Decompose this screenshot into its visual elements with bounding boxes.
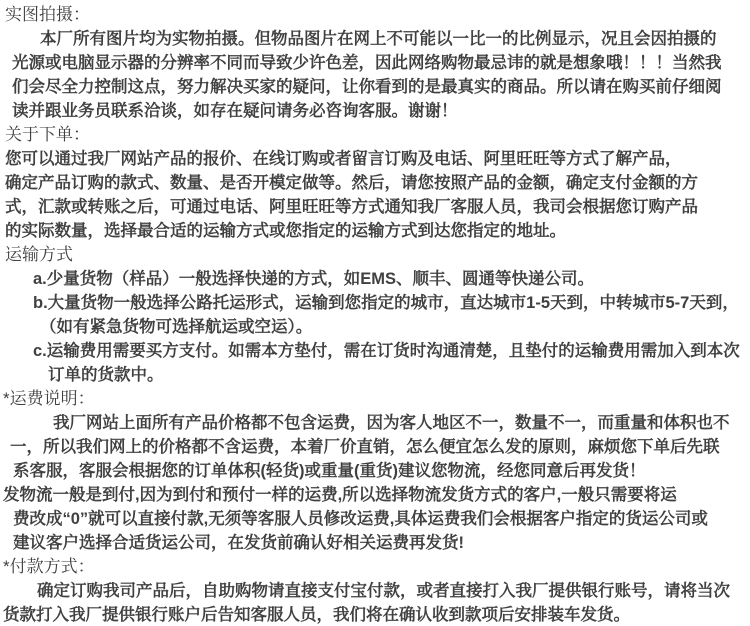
- heading-ordering: 关于下单：: [5, 125, 90, 144]
- heading-real-photos: 实图拍摄：: [5, 5, 90, 24]
- text-line: 订单的货款中。: [48, 366, 164, 384]
- text-line: 们会尽全力控制这点，努力解决买家的疑问，让你看到的是最真实的商品。所以请在购买前仔细阅: [12, 78, 722, 96]
- heading-shipping-methods: 运输方式: [5, 245, 73, 264]
- text-line: 光源或电脑显示器的分辨率不同而导致少许色差，因此网络购物最忌讳的就是想象哦！！！当然我: [12, 54, 722, 72]
- text-line-list-a: a.少量货物（样品）一般选择快递的方式，如EMS、顺丰、圆通等快递公司。: [33, 270, 595, 288]
- text-line: 费改成“0”就可以直接付款,无须等客服人员修改运费,具体运费我们会根据客户指定的货运公司或: [13, 510, 708, 528]
- text-line: 确定产品订购的款式、数量、是否开模定做等。然后，请您按照产品的金额，确定支付金额的方: [5, 174, 698, 192]
- text-line: 我厂网站上面所有产品价格都不包含运费，因为客人地区不一，数量不一，而重量和体积也不: [53, 414, 730, 432]
- text-line: 您可以通过我厂网站产品的报价、在线订购或者留言订购及电话、阿里旺旺等方式了解产品，: [5, 150, 682, 168]
- text-line: 式，汇款或转账之后，可通过电话、阿里旺旺等方式通知我厂客服人员，我司会根据您订购产品: [5, 198, 698, 216]
- text-line-list-c: c.运输费用需要买方支付。如需本方垫付，需在订货时沟通清楚，且垫付的运输费用需加入到本次: [33, 342, 740, 360]
- text-line: （如有紧急货物可选择航运或空运）。: [40, 318, 313, 336]
- text-line-list-b: b.大量货物一般选择公路托运形式，运输到您指定的城市，直达城市1-5天到，中转城市5-7天到，: [33, 294, 739, 312]
- text-line: 建议客户选择合适货运公司，在发货前确认好相关运费再发货!: [13, 534, 464, 552]
- text-line: 一，所以我们网上的价格都不含运费，本着厂价直销，怎么便宜怎么发的原则，麻烦您下单后先联: [10, 438, 720, 456]
- heading-freight-note: *运费说明：: [3, 389, 95, 408]
- heading-payment: *付款方式：: [3, 557, 95, 576]
- text-line: 系客服，客服会根据您的订单体积(轻货)或重量(重货)建议您物流，经您同意后再发货！: [13, 462, 646, 480]
- text-line: 的实际数量，选择最合适的运输方式或您指定的运输方式到达您指定的地址。: [5, 222, 566, 240]
- text-line: 读并跟业务员联系洽谈，如存在疑问请务必咨询客服。谢谢！: [12, 102, 458, 120]
- text-line: 货款打入我厂提供银行账户后告知客服人员，我们将在确认收到款项后安排装车发货。: [3, 606, 630, 624]
- text-line: 本厂所有图片均为实物拍摄。但物品图片在网上不可能以一比一的比例显示，况且会因拍摄的: [40, 30, 717, 48]
- text-line: 发物流一般是到付,因为到付和预付一样的运费,所以选择物流发货方式的客户,一般只需要将运: [3, 486, 677, 504]
- text-line: 确定订购我司产品后，自助购物请直接支付宝付款，或者直接打入我厂提供银行账号，请将当次: [37, 582, 730, 600]
